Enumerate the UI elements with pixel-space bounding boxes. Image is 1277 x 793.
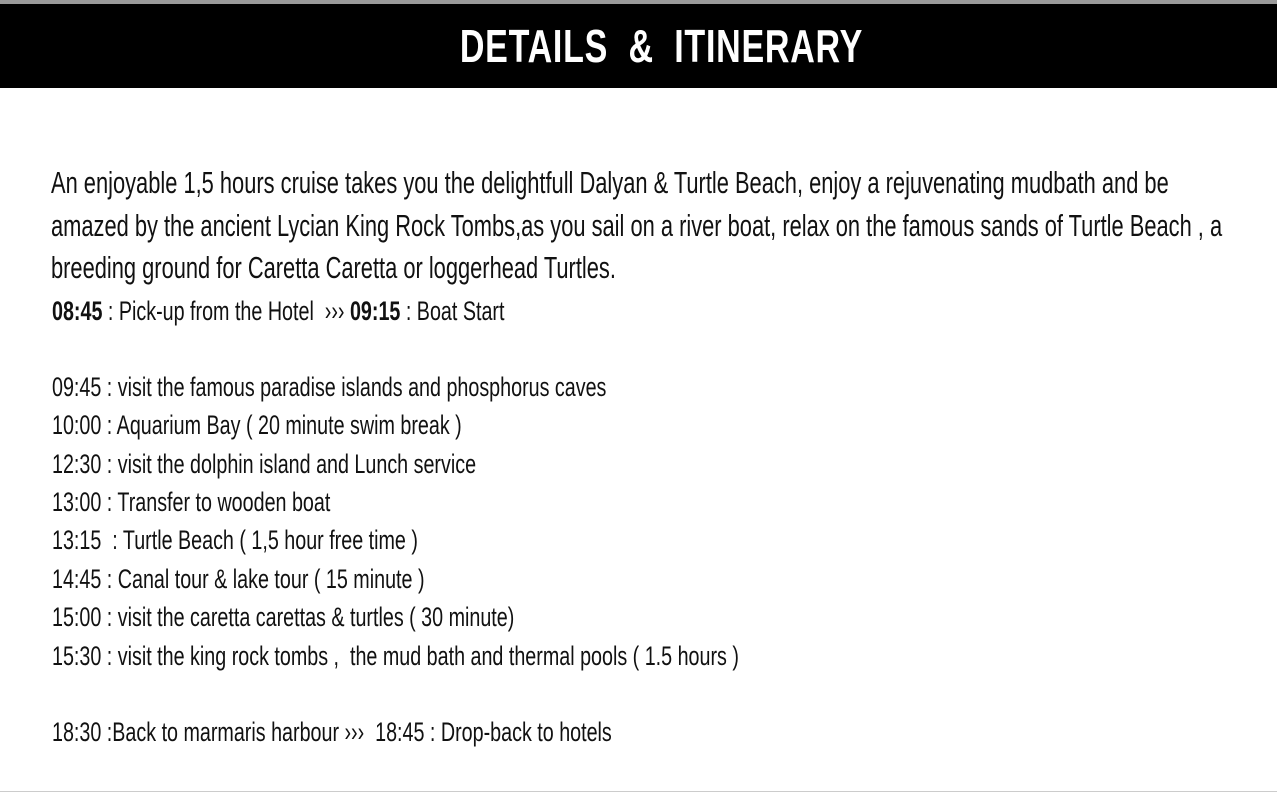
page-title: DETAILS & ITINERARY xyxy=(459,20,864,72)
schedule-text: : visit the famous paradise islands and phosphorus caves xyxy=(101,372,607,402)
schedule-text: : Transfer to wooden boat xyxy=(101,487,331,517)
schedule-item xyxy=(52,449,476,480)
schedule-time: 14:45 xyxy=(52,564,102,594)
bottom-divider xyxy=(0,791,1277,792)
schedule-time: 12:30 xyxy=(52,449,102,479)
boat-start-time: 09:15 xyxy=(349,296,401,326)
schedule-item xyxy=(52,410,462,441)
section-header xyxy=(0,4,1277,88)
schedule-item xyxy=(52,487,330,518)
schedule-time: 09:45 xyxy=(52,372,102,402)
pickup-line xyxy=(52,296,504,327)
schedule-text: : Turtle Beach ( 1,5 hour free time ) xyxy=(101,525,418,555)
schedule-text: : visit the dolphin island and Lunch service xyxy=(101,449,477,479)
schedule-time: 13:15 xyxy=(52,525,102,555)
schedule-item xyxy=(52,564,425,595)
schedule-item xyxy=(52,525,418,556)
schedule-text: : visit the caretta carettas & turtles ( 30 minute) xyxy=(101,602,515,632)
pickup-text: : Pick-up from the Hotel ››› xyxy=(102,296,350,326)
pickup-time: 08:45 xyxy=(52,296,103,326)
schedule-time: 15:30 xyxy=(52,641,102,671)
schedule-time: 10:00 xyxy=(52,410,102,440)
schedule-text: : visit the king rock tombs , the mud bath and thermal pools ( 1.5 hours ) xyxy=(101,641,739,671)
schedule-time: 15:00 xyxy=(52,602,102,632)
return-line: 18:30 :Back to marmaris harbour ››› 18:45 : Drop-back to hotels xyxy=(52,717,612,747)
tour-description: An enjoyable 1,5 hours cruise takes you the delightfull Dalyan & Turtle Beach, enjoy a rejuvenating mudbath and be amazed by the ancient Lycian King Rock Tombs,as you sail on a river boat, relax on the famous sands of Turtle Beach , a breeding ground for Caretta Caretta or loggerhead Turtles. xyxy=(51,165,1223,285)
schedule-item xyxy=(52,602,514,633)
schedule-time: 13:00 xyxy=(52,487,102,517)
boat-start-text: : Boat Start xyxy=(400,296,505,326)
schedule-item xyxy=(52,372,606,403)
schedule-text: : Canal tour & lake tour ( 15 minute ) xyxy=(101,564,425,594)
schedule-text: : Aquarium Bay ( 20 minute swim break ) xyxy=(101,410,462,440)
schedule-item xyxy=(52,641,739,672)
